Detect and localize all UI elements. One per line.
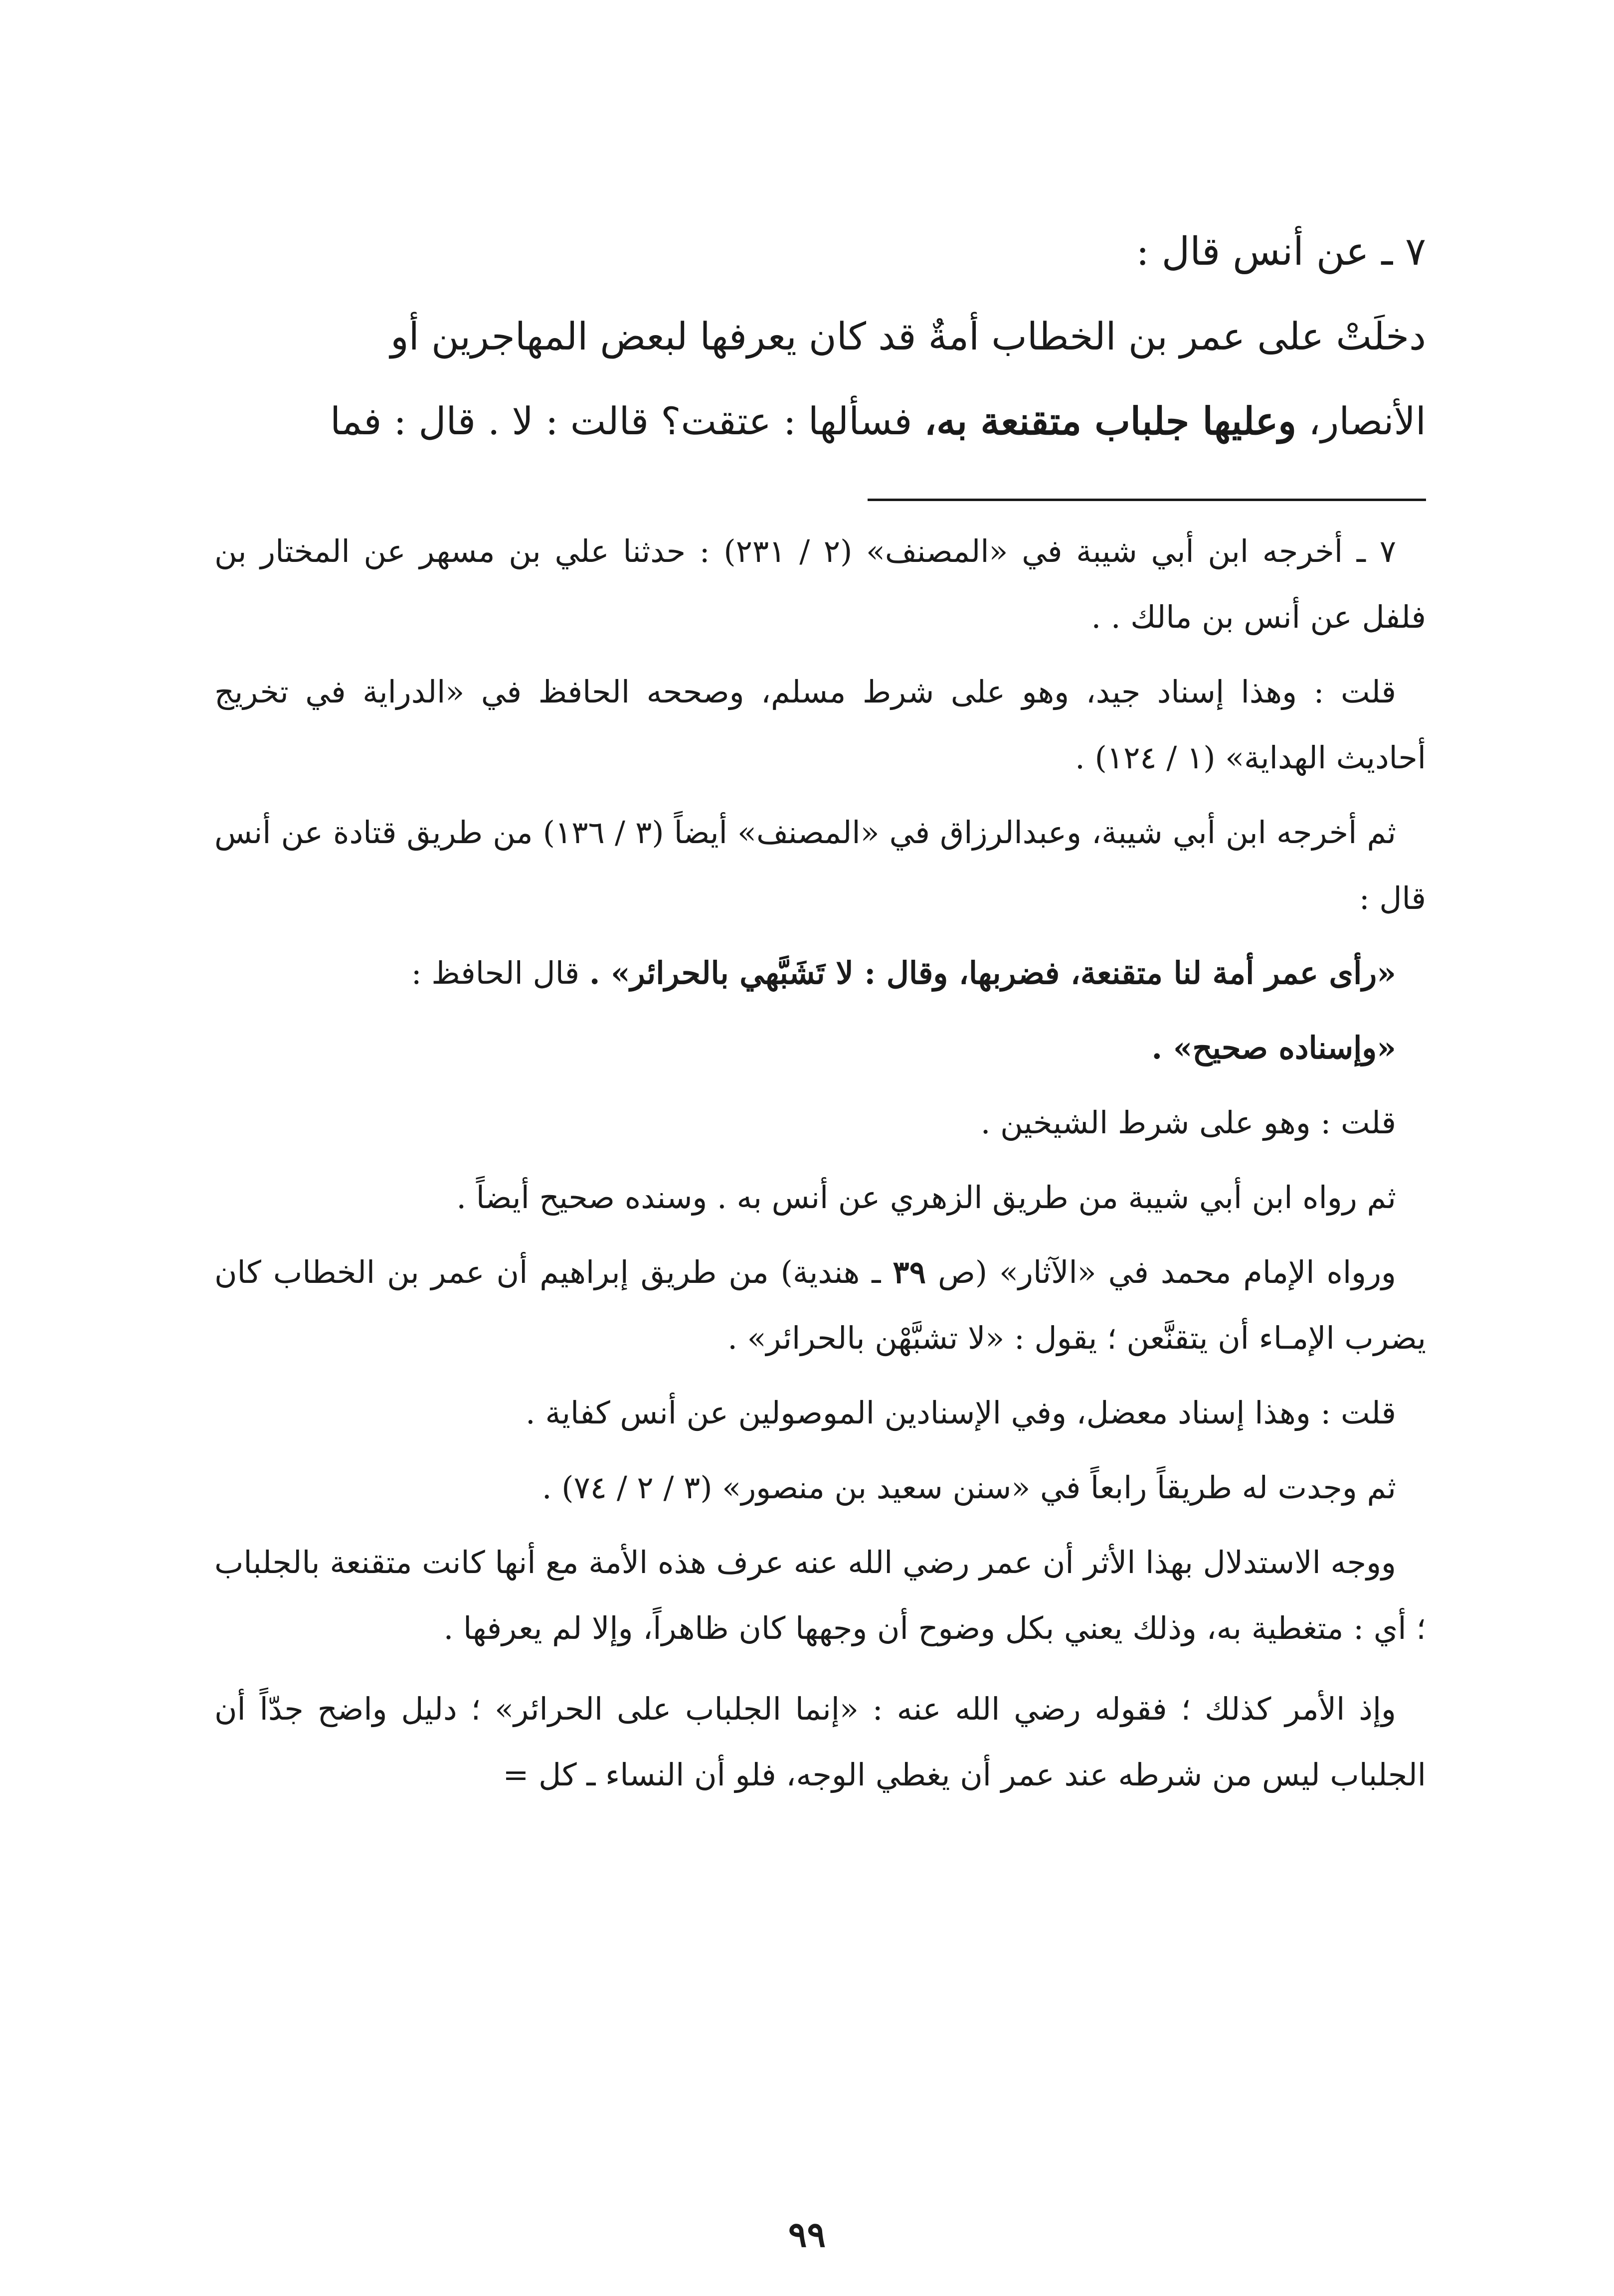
footnotes	[214, 519, 1426, 1817]
footnote-3: ثم أخرجه ابن أبي شيبة، وعبدالرزاق في «المصنف» أيضاً (٣ / ١٣٦) من طريق قتادة عن أنس قال :	[214, 814, 1426, 916]
footnote-2: قلت : وهذا إسناد جيد، وهو على شرط مسلم، وصححه الحافظ في «الدراية في تخريج أحاديث الهداية» (١ / ١٢٤) .	[214, 674, 1426, 776]
footnote-8-start: ورواه الإمام محمد في «الآثار» (ص	[926, 1254, 1396, 1290]
footnote-divider	[868, 499, 1426, 501]
narration-heading: ٧ ـ عن أنس قال :	[1136, 229, 1426, 274]
main-line-2-bold: وعليها جلباب متقنعة به،	[924, 399, 1296, 443]
page-number: ٩٩	[788, 2214, 826, 2255]
footnote-12: وإذ الأمر كذلك ؛ فقوله رضي الله عنه : «إنما الجلباب على الحرائر» ؛ دليل واضح جدّاً أن الجلباب ليس من شرطه عند عمر أن يغطي الوجه، فلو أن النساء ـ كل =	[214, 1691, 1426, 1793]
footnote-8-end: ـ هندية) من طريق إبراهيم أن عمر بن الخطاب كان يضرب الإمـاء أن يتقنَّعن ؛ يقول : «لا تشبَّهْن بالحرائر» .	[214, 1254, 1426, 1356]
footnote-11: ووجه الاستدلال بهذا الأثر أن عمر رضي الله عنه عرف هذه الأمة مع أنها كانت متقنعة بالجلباب ؛ أي : متغطية به، وذلك يعني بكل وضوح أن وجهها كان ظاهراً، وإلا لم يعرفها .	[214, 1544, 1426, 1646]
main-line-2-end: فسألها : عتقت؟ قالت : لا . قال : فما	[330, 399, 924, 443]
footnote-8-bold: ٣٩	[893, 1254, 926, 1290]
main-line-2-start: الأنصار،	[1296, 399, 1426, 443]
footnote-5: «وإسناده صحيح» .	[1151, 1030, 1396, 1066]
footnote-7: ثم رواه ابن أبي شيبة من طريق الزهري عن أنس به . وسنده صحيح أيضاً .	[456, 1179, 1396, 1216]
main-line-2	[214, 379, 1426, 464]
footnote-4	[214, 940, 1426, 1006]
main-text	[214, 209, 1426, 464]
footnote-4-end: قال الحافظ :	[411, 955, 589, 991]
footnote-10: ثم وجدت له طريقاً رابعاً في «سنن سعيد بن منصور» (٣ / ٢ / ٧٤) .	[541, 1469, 1396, 1506]
footnote-6: قلت : وهو على شرط الشيخين .	[980, 1104, 1396, 1141]
main-line-1: دخلَتْ على عمر بن الخطاب أمةٌ قد كان يعرفها لبعض المهاجرين أو	[390, 314, 1426, 358]
footnote-4-quote: «رأى عمر أمة لنا متقنعة، فضربها، وقال : لا تَشَبَّهي بالحرائر» .	[589, 955, 1396, 991]
footnote-9: قلت : وهذا إسناد معضل، وفي الإسنادين الموصولين عن أنس كفاية .	[526, 1395, 1396, 1431]
footnote-1: ٧ ـ أخرجه ابن أبي شيبة في «المصنف» (٢ / ٢٣١) : حدثنا علي بن مسهر عن المختار بن فلفل عن أنس بن مالك . .	[214, 533, 1426, 635]
footnote-8	[214, 1239, 1426, 1371]
